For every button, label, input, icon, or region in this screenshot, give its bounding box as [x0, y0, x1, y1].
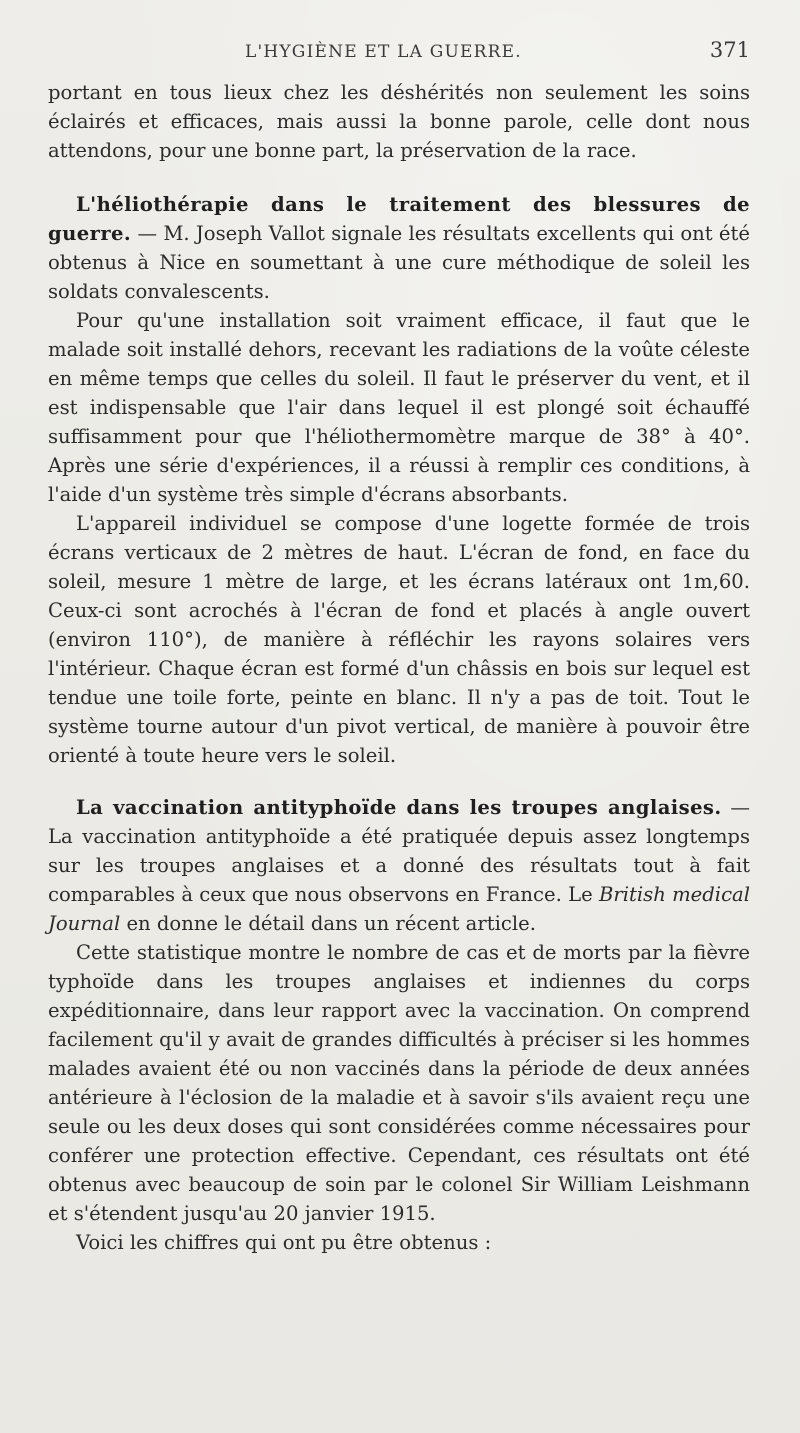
body-text [48, 78, 750, 1257]
running-title: L'HYGIÈNE ET LA GUERRE. [245, 42, 522, 62]
vaccination-figures-lead: Voici les chiffres qui ont pu être obtenus : [76, 1231, 492, 1254]
heliotherapy-intro-text: — M. Joseph Vallot signale les résultats excellents qui ont été obtenus à Nice en soumettant à une cure méthodique de soleil les soldats convalescents. [48, 222, 750, 303]
continued-paragraph: portant en tous lieux chez les déshérités non seulement les soins éclairés et efficaces, mais aussi la bonne parole, celle dont nous attendons, pour une bonne part, la préservation de la race. [48, 81, 750, 162]
page-number: 371 [709, 38, 750, 62]
section-gap [48, 770, 750, 793]
running-header [0, 38, 800, 68]
vaccination-intro-paragraph [48, 793, 750, 938]
vaccination-intro-text-b: en donne le détail dans un récent article. [120, 912, 536, 935]
heliotherapy-apparatus-paragraph: L'appareil individuel se compose d'une logette formée de trois écrans verticaux de 2 mètres de haut. L'écran de fond, en face du soleil, mesure 1 mètre de large, et les écrans latéraux ont 1m,60. Ceux-ci sont acrochés à l'écran de fond et placés à angle ouvert (environ 110°), de manière à réfléchir les rayons solaires vers l'intérieur. Chaque écran est formé d'un châssis en bois sur lequel est tendue une toile forte, peinte en blanc. Il n'y a pas de toit. Tout le système tourne autour d'un pivot vertical, de manière à pouvoir être orienté à toute heure vers le soleil. [48, 512, 750, 767]
journal-title: British medical Journal [48, 883, 750, 935]
vaccination-intro-text-a: — La vaccination antityphoïde a été pratiquée depuis assez longtemps sur les troupes anglaises et a donné des résultats tout à fait comparables à ceux que nous observons en France. Le [48, 796, 750, 906]
heliotherapy-section-title: L'héliothérapie dans le traitement des blessures de guerre. [48, 193, 750, 245]
heliotherapy-intro-paragraph [48, 190, 750, 306]
vaccination-section-title: La vaccination antityphoïde dans les troupes anglaises. [76, 796, 722, 819]
section-gap [48, 165, 750, 190]
heliotherapy-installation-paragraph: Pour qu'une installation soit vraiment efficace, il faut que le malade soit installé dehors, recevant les radiations de la voûte céleste en même temps que celles du soleil. Il faut le préserver du vent, et il est indispensable que l'air dans lequel il est plongé soit échauffé suffisamment pour que l'héliothermomètre marque de 38° à 40°. Après une série d'expériences, il a réussi à remplir ces conditions, à l'aide d'un système très simple d'écrans absorbants. [48, 309, 750, 506]
vaccination-statistics-paragraph: Cette statistique montre le nombre de cas et de morts par la fièvre typhoïde dans les troupes anglaises et indiennes du corps expéditionnaire, dans leur rapport avec la vaccination. On comprend facilement qu'il y avait de grandes difficultés à préciser si les hommes malades avaient été ou non vaccinés dans la période de deux années antérieure à l'éclosion de la maladie et à savoir s'ils avaient reçu une seule ou les deux doses qui sont considérées comme nécessaires pour conférer une protection effective. Cependant, ces résultats ont été obtenus avec beaucoup de soin par le colonel Sir William Leishmann et s'étendent jusqu'au 20 janvier 1915. [48, 941, 750, 1225]
